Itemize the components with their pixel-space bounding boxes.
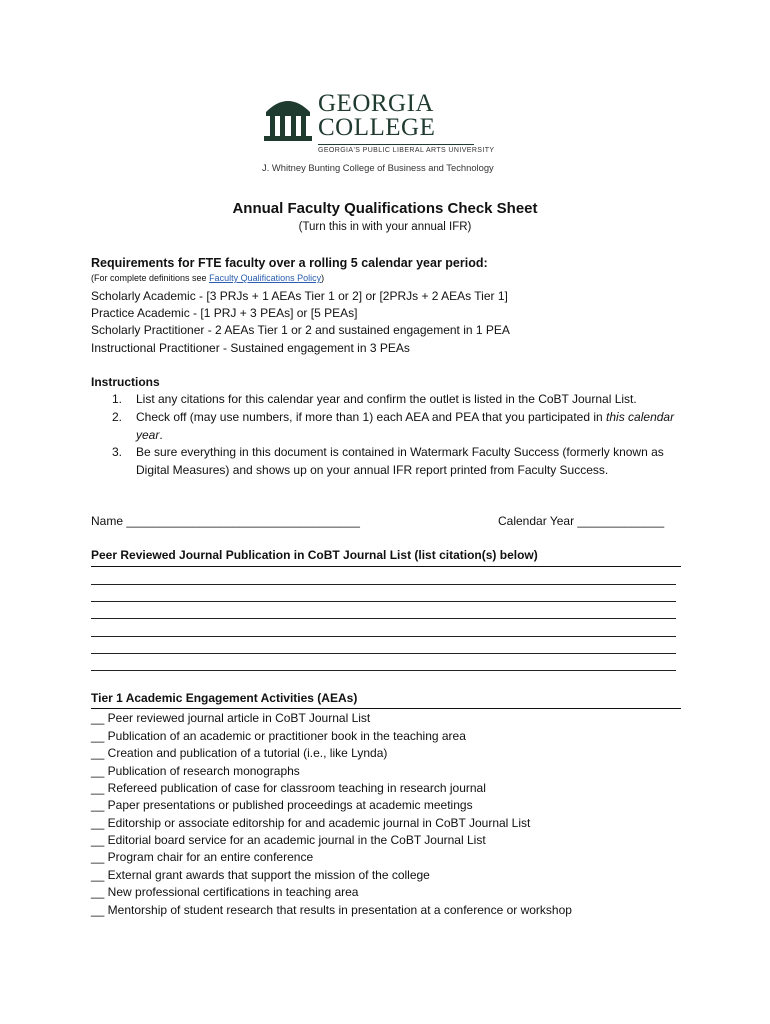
aea-check-item[interactable]: __ Editorial board service for an academic journal in the CoBT Journal List bbox=[91, 833, 486, 847]
section-divider bbox=[91, 566, 681, 567]
requirement-practice-academic: Practice Academic - [1 PRJ + 3 PEAs] or [5 PEAs] bbox=[91, 306, 358, 320]
calendar-year-field[interactable]: Calendar Year _____________ bbox=[498, 514, 665, 528]
instruction-text: Be sure everything in this document is contained in Watermark Faculty Success (formerly known as Digital Measures) and shows up on your annual IFR report printed from Faculty Success. bbox=[136, 445, 664, 477]
citation-line[interactable] bbox=[91, 601, 676, 602]
aea-check-item[interactable]: __ Editorship or associate editorship for and academic journal in CoBT Journal List bbox=[91, 816, 531, 830]
citation-line[interactable] bbox=[91, 618, 676, 619]
requirement-instructional-practitioner: Instructional Practitioner - Sustained engagement in 3 PEAs bbox=[91, 341, 410, 355]
logo-college-subunit: J. Whitney Bunting College of Business and Technology bbox=[262, 162, 494, 173]
section-divider bbox=[91, 708, 681, 709]
aea-check-item[interactable]: __ Peer reviewed journal article in CoBT Journal List bbox=[91, 711, 371, 725]
note-prefix: (For complete definitions see bbox=[91, 273, 210, 283]
aea-check-item[interactable]: __ Creation and publication of a tutorial (i.e., like Lynda) bbox=[91, 746, 388, 760]
logo-word-college: COLLEGE bbox=[318, 114, 436, 141]
aea-check-item[interactable]: __ New professional certifications in teaching area bbox=[91, 885, 359, 899]
instruction-text: List any citations for this calendar year and confirm the outlet is listed in the CoBT Journal List. bbox=[136, 392, 637, 406]
instructions-heading: Instructions bbox=[91, 375, 160, 389]
requirement-scholarly-academic: Scholarly Academic - [3 PRJs + 1 AEAs Tier 1 or 2] or [2PRJs + 2 AEAs Tier 1] bbox=[91, 289, 508, 303]
instruction-number: 1. bbox=[112, 392, 123, 406]
tier1-section-heading: Tier 1 Academic Engagement Activities (AEAs) bbox=[91, 691, 358, 705]
name-field[interactable]: Name ___________________________________ bbox=[91, 514, 360, 528]
requirement-scholarly-practitioner: Scholarly Practitioner - 2 AEAs Tier 1 or 2 and sustained engagement in 1 PEA bbox=[91, 323, 510, 337]
page-title: Annual Faculty Qualifications Check Sheet bbox=[232, 200, 538, 217]
requirements-note bbox=[91, 273, 324, 283]
instruction-text bbox=[136, 409, 686, 444]
aea-check-item[interactable]: __ Paper presentations or published proceedings at academic meetings bbox=[91, 798, 473, 812]
aea-check-item[interactable]: __ Publication of research monographs bbox=[91, 764, 300, 778]
citation-line[interactable] bbox=[91, 584, 676, 585]
requirements-heading: Requirements for FTE faculty over a rolling 5 calendar year period: bbox=[91, 256, 488, 270]
instruction-text-emphasis: this calendar year bbox=[136, 410, 675, 442]
instruction-text-main: Check off (may use numbers, if more than 1) each AEA and PEA that you participated in bbox=[136, 410, 607, 424]
georgia-college-logo bbox=[262, 92, 512, 178]
instruction-number: 3. bbox=[112, 445, 123, 459]
instruction-number: 2. bbox=[112, 410, 123, 424]
citation-line[interactable] bbox=[91, 670, 676, 671]
note-suffix: ) bbox=[321, 273, 325, 283]
aea-check-item[interactable]: __ Mentorship of student research that results in presentation at a conference or workshop bbox=[91, 903, 572, 917]
citation-line[interactable] bbox=[91, 636, 676, 637]
aea-check-item[interactable]: __ Program chair for an entire conference bbox=[91, 850, 314, 864]
citation-line[interactable] bbox=[91, 653, 676, 654]
logo-rule bbox=[318, 144, 474, 145]
column-building-icon bbox=[262, 92, 314, 144]
logo-tagline: GEORGIA'S PUBLIC LIBERAL ARTS UNIVERSITY bbox=[318, 147, 495, 154]
faculty-qualifications-policy-link[interactable]: Faculty Qualifications Policy bbox=[209, 273, 322, 283]
instruction-text-end: . bbox=[159, 427, 163, 442]
logo-word-georgia: GEORGIA bbox=[318, 90, 434, 117]
aea-check-item[interactable]: __ Publication of an academic or practitioner book in the teaching area bbox=[91, 729, 466, 743]
journal-section-heading: Peer Reviewed Journal Publication in CoBT Journal List (list citation(s) below) bbox=[91, 548, 538, 562]
aea-check-item[interactable]: __ Refereed publication of case for classroom teaching in research journal bbox=[91, 781, 486, 795]
page-subtitle: (Turn this in with your annual IFR) bbox=[298, 221, 472, 233]
aea-check-item[interactable]: __ External grant awards that support the mission of the college bbox=[91, 868, 430, 882]
